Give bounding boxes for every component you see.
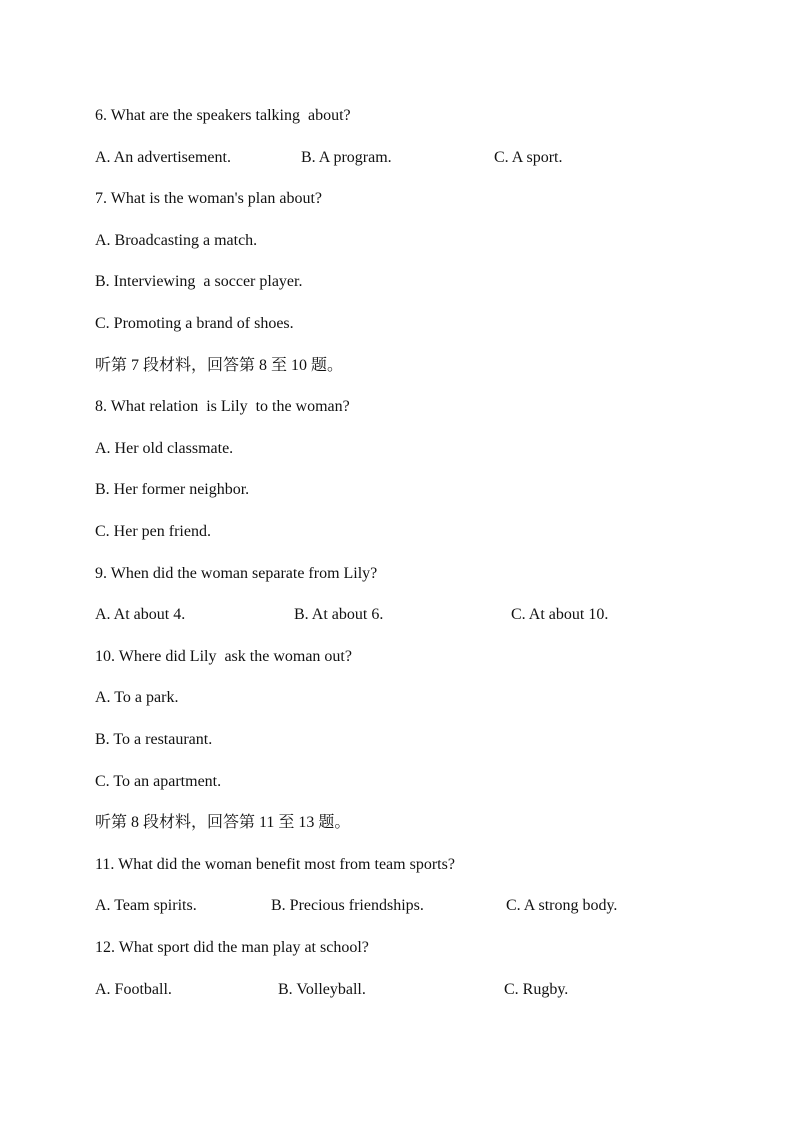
q8-option-b: B. Her former neighbor. <box>95 481 250 498</box>
question-10: 10. Where did Lily ask the woman out? <box>95 648 352 665</box>
question-7: 7. What is the woman's plan about? <box>95 190 322 207</box>
q12-option-c: C. Rugby. <box>504 981 569 998</box>
section-heading-8: 听第 8 段材料，回答第 11 至 13 题。 <box>95 814 351 831</box>
q10-option-a: A. To a park. <box>95 689 179 706</box>
q8-option-c: C. Her pen friend. <box>95 523 211 540</box>
question-12: 12. What sport did the man play at school? <box>95 939 369 956</box>
question-9: 9. When did the woman separate from Lily? <box>95 565 378 582</box>
q10-option-c: C. To an apartment. <box>95 773 222 790</box>
q7-option-b: B. Interviewing a soccer player. <box>95 273 303 290</box>
q12-option-a: A. Football. <box>95 981 172 998</box>
q8-option-a: A. Her old classmate. <box>95 440 234 457</box>
q12-option-b: B. Volleyball. <box>278 981 366 998</box>
q11-option-b: B. Precious friendships. <box>271 897 424 914</box>
q10-option-b: B. To a restaurant. <box>95 731 213 748</box>
q6-option-a: A. An advertisement. <box>95 149 231 166</box>
question-6: 6. What are the speakers talking about? <box>95 107 351 124</box>
q9-option-a: A. At about 4. <box>95 606 186 623</box>
section-heading-7: 听第 7 段材料，回答第 8 至 10 题。 <box>95 357 344 374</box>
question-8: 8. What relation is Lily to the woman? <box>95 398 350 415</box>
q7-option-a: A. Broadcasting a match. <box>95 232 258 249</box>
q7-option-c: C. Promoting a brand of shoes. <box>95 315 294 332</box>
q9-option-b: B. At about 6. <box>294 606 384 623</box>
q9-option-c: C. At about 10. <box>511 606 609 623</box>
q11-option-c: C. A strong body. <box>506 897 618 914</box>
q6-option-b: B. A program. <box>301 149 392 166</box>
q6-option-c: C. A sport. <box>494 149 563 166</box>
q11-option-a: A. Team spirits. <box>95 897 197 914</box>
question-11: 11. What did the woman benefit most from team sports? <box>95 856 455 873</box>
